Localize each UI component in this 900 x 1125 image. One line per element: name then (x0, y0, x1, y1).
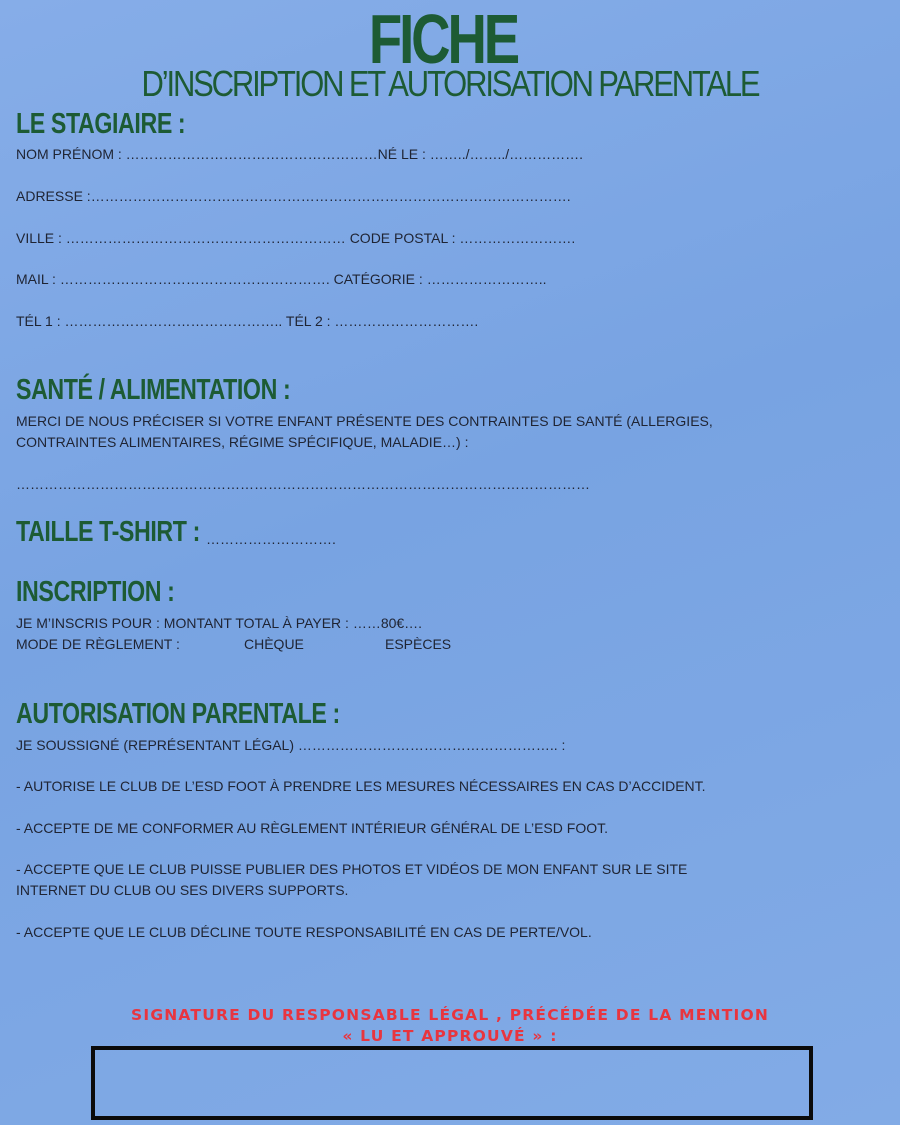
field-representant-legal[interactable]: JE SOUSSIGNÉ (REPRÉSENTANT LÉGAL) ……………………………………………….. : (16, 737, 566, 753)
clause-photos-line-2: INTERNET DU CLUB OU SES DIVERS SUPPORTS. (16, 882, 349, 898)
field-tshirt-size[interactable]: ………………………. (206, 531, 336, 547)
clause-responsabilite: - ACCEPTE QUE LE CLUB DÉCLINE TOUTE RESPONSABILITÉ EN CAS DE PERTE/VOL. (16, 924, 592, 940)
field-ville-code-postal[interactable]: VILLE : …………………………………………………… CODE POSTAL : ……………………. (16, 230, 576, 246)
inscription-amount: JE M’INSCRIS POUR : MONTANT TOTAL À PAYER : ……80€…. (16, 615, 423, 631)
form-title: FICHE (368, 0, 518, 78)
sante-instructions-line-1: MERCI DE NOUS PRÉCISER SI VOTRE ENFANT PRÉSENTE DES CONTRAINTES DE SANTÉ (ALLERGIES, (16, 413, 713, 429)
section-heading-tshirt: TAILLE T-SHIRT : (16, 516, 200, 548)
field-telephones[interactable]: TÉL 1 : ……………………………………….. TÉL 2 : …………………………. (16, 313, 479, 329)
signature-instruction-line-2: « LU ET APPROUVÉ » : (342, 1027, 558, 1045)
section-heading-autorisation: AUTORISATION PARENTALE : (16, 698, 340, 730)
clause-photos-line-1: - ACCEPTE QUE LE CLUB PUISSE PUBLIER DES PHOTOS ET VIDÉOS DE MON ENFANT SUR LE SITE (16, 861, 688, 877)
section-heading-stagiaire: LE STAGIAIRE : (16, 108, 186, 140)
payment-option-cheque[interactable]: CHÈQUE (244, 636, 304, 652)
sante-instructions-line-2: CONTRAINTES ALIMENTAIRES, RÉGIME SPÉCIFIQUE, MALADIE…) : (16, 434, 469, 450)
clause-reglement: - ACCEPTE DE ME CONFORMER AU RÈGLEMENT INTÉRIEUR GÉNÉRAL DE L’ESD FOOT. (16, 820, 608, 836)
clause-accident: - AUTORISE LE CLUB DE L’ESD FOOT À PRENDRE LES MESURES NÉCESSAIRES EN CAS D’ACCIDENT. (16, 778, 706, 794)
field-adresse[interactable]: ADRESSE :…………………………………………………………………………………………. (16, 188, 571, 204)
payment-option-especes[interactable]: ESPÈCES (385, 636, 452, 652)
signature-instruction-line-1: SIGNATURE DU RESPONSABLE LÉGAL , PRÉCÉDÉE DE LA MENTION (131, 1006, 769, 1024)
field-sante-answer[interactable]: …………………………………………………………………………………………………………… (16, 476, 590, 492)
signature-box[interactable] (91, 1046, 813, 1120)
form-subtitle: D’INSCRIPTION ET AUTORISATION PARENTALE (141, 63, 759, 104)
field-nom-prenom-naissance[interactable]: NOM PRÉNOM : ………………………………………………NÉ LE : ……../……../……………. (16, 146, 584, 162)
payment-mode-label: MODE DE RÈGLEMENT : (16, 636, 180, 652)
section-heading-inscription: INSCRIPTION : (16, 576, 175, 608)
section-heading-sante: SANTÉ / ALIMENTATION : (16, 374, 291, 406)
field-mail-categorie[interactable]: MAIL : …………………………………………………. CATÉGORIE : …………………….. (16, 271, 547, 287)
